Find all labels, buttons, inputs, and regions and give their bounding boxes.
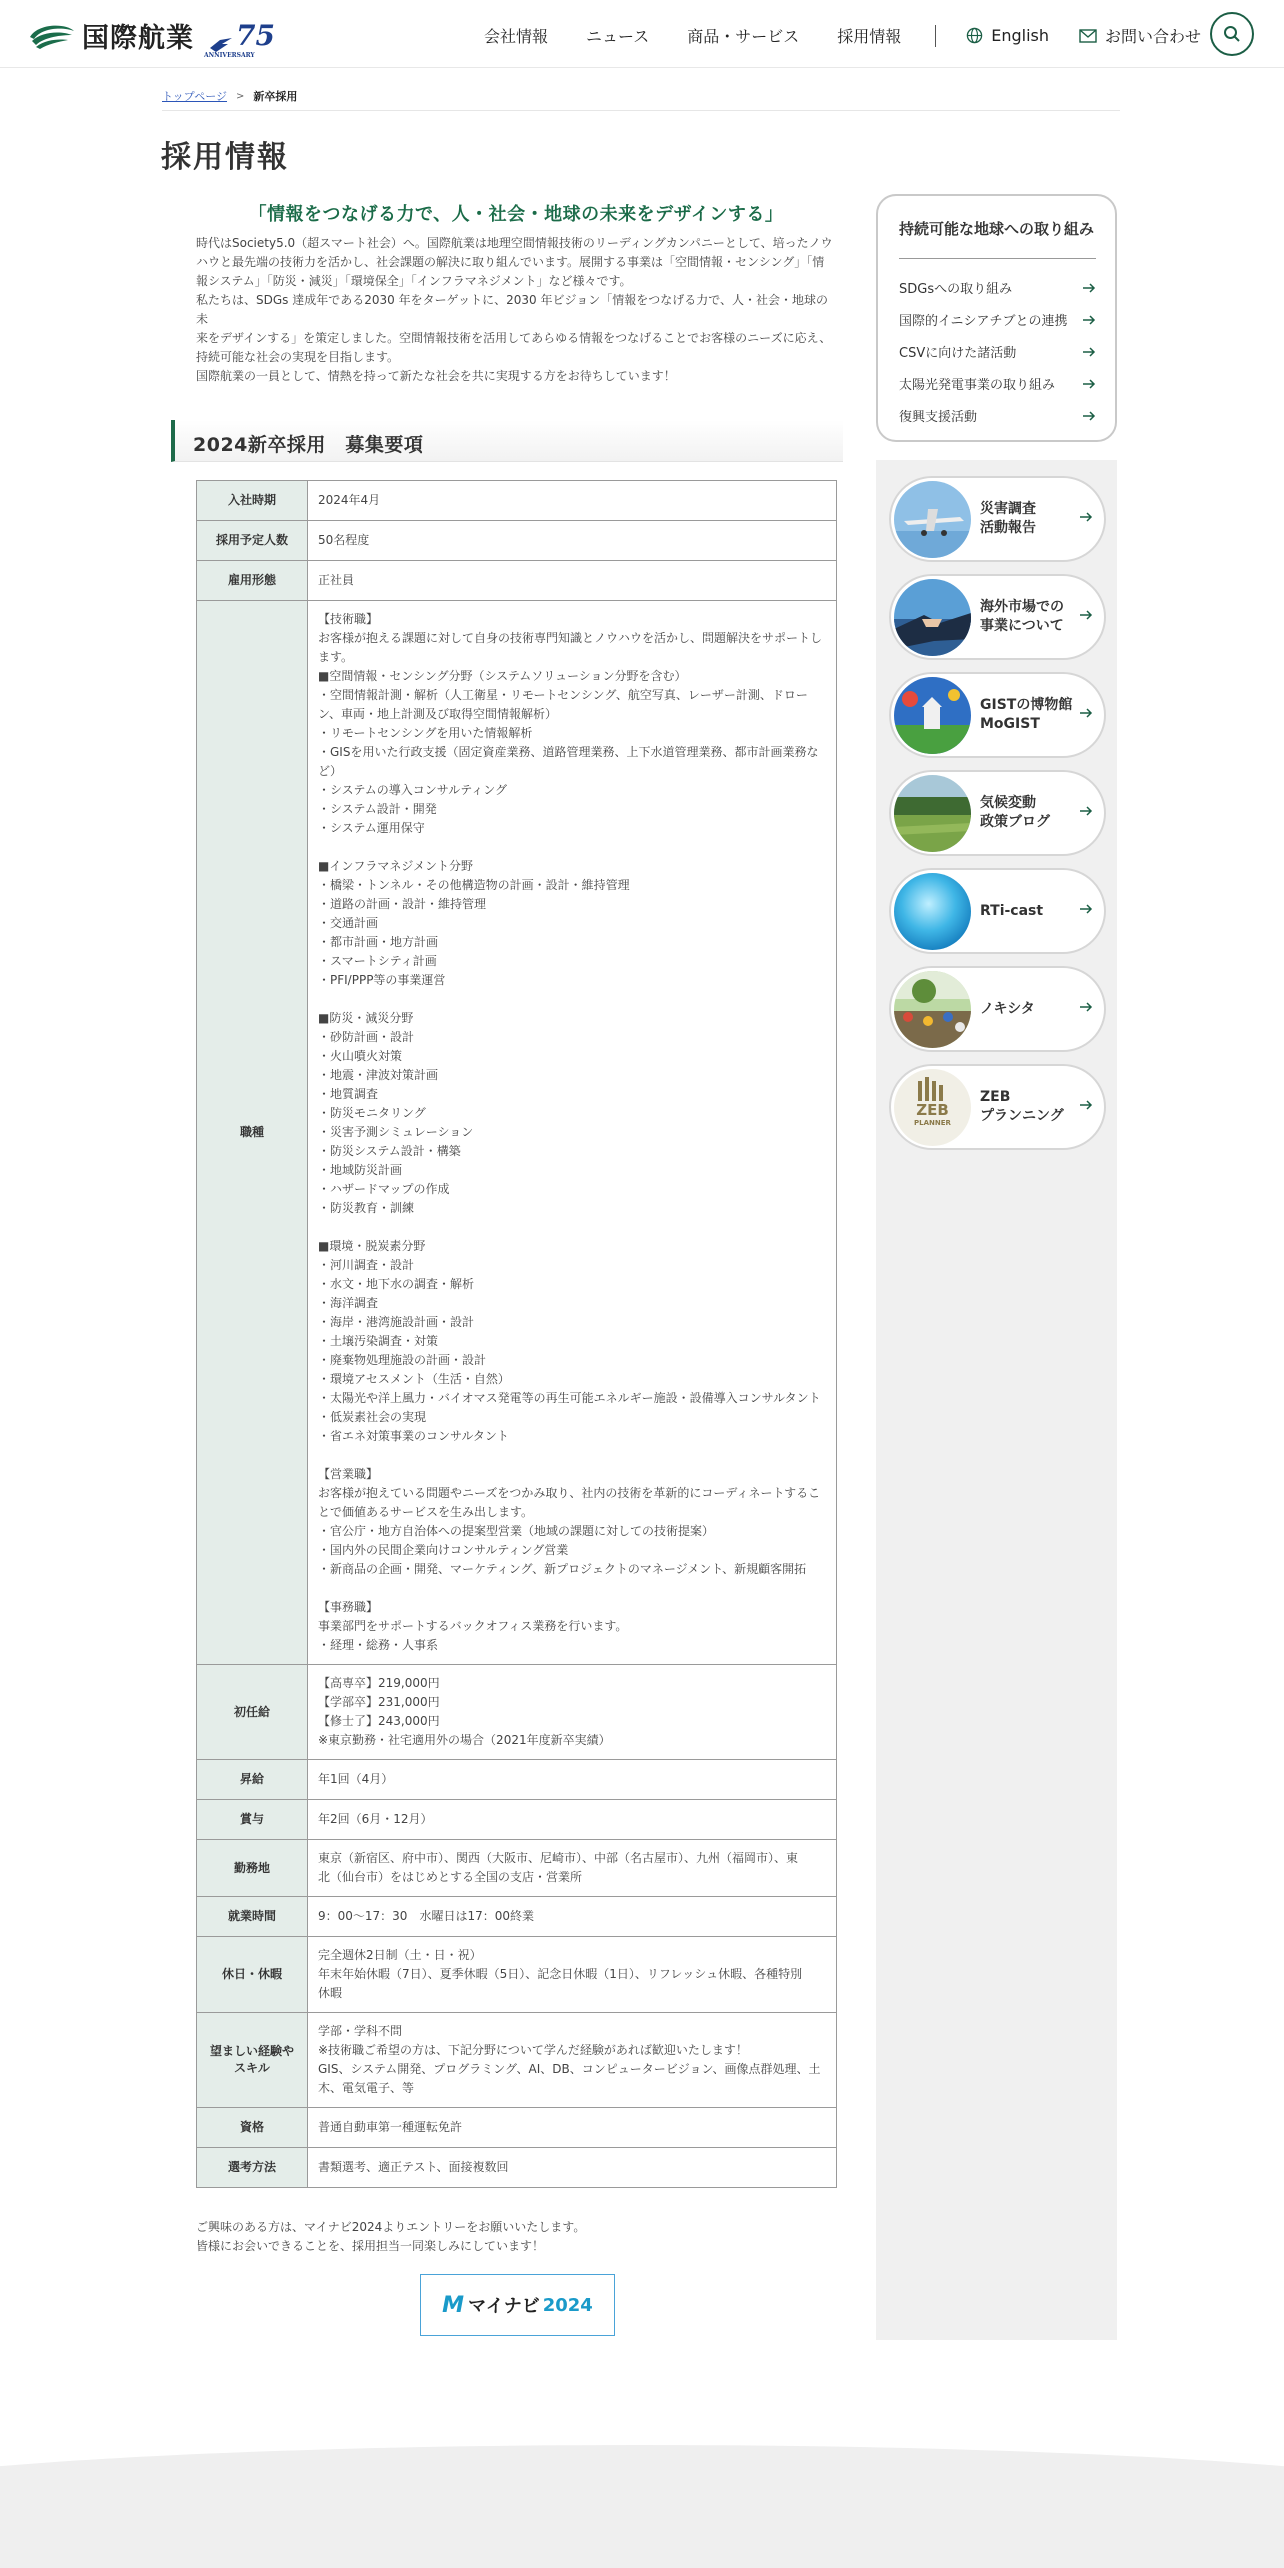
- card-museum[interactable]: [889, 672, 1106, 758]
- globe-icon: [966, 27, 983, 44]
- row-value: 普通自動車第一種運転免許: [308, 2108, 837, 2148]
- mynavi-banner[interactable]: [420, 2274, 615, 2336]
- sdg-link-label: CSVに向けた諸活動: [899, 346, 1017, 361]
- table-row: [197, 1760, 837, 1800]
- section-heading: [171, 420, 843, 462]
- card-label: GISTの博物館 MoGIST: [980, 697, 1073, 732]
- row-value: 東京（新宿区、府中市）、関西（大阪市、尼崎市）、中部（名古屋市）、九州（福岡市）、東 北（仙台市）をはじめとする全国の支店・営業所: [308, 1840, 837, 1897]
- sdg-link-label: SDGsへの取り組み: [899, 282, 1013, 297]
- breadcrumb-divider: [162, 110, 1120, 111]
- mail-icon: [1079, 29, 1097, 43]
- sdg-link[interactable]: [899, 406, 1096, 425]
- card-label: ノキシタ: [980, 1000, 1035, 1017]
- anniversary-sub: ANNIVERSARY: [204, 52, 255, 59]
- water-photo-icon: [894, 873, 971, 950]
- mynavi-text: マイナビ: [468, 2296, 540, 2317]
- row-label: 採用予定人数: [197, 521, 308, 561]
- table-row: [197, 521, 837, 561]
- section-heading-text: 2024新卒採用 募集要項: [193, 434, 424, 456]
- row-label: 就業時間: [197, 1897, 308, 1937]
- airplane-photo-icon: [894, 481, 971, 558]
- arrow-right-icon: [1082, 379, 1096, 389]
- card-zeb-planning[interactable]: [889, 1064, 1106, 1150]
- table-row: [197, 561, 837, 601]
- anniversary-number: 75: [236, 19, 275, 52]
- handshake-photo-icon: [894, 579, 971, 656]
- sdg-link[interactable]: [899, 342, 1096, 361]
- row-label: 賞与: [197, 1800, 308, 1840]
- crowd-photo-icon: [894, 971, 971, 1048]
- row-value: 完全週休2日制（土・日・祝） 年末年始休暇（7日）、夏季休暇（5日）、記念日休暇（1日）、リフレッシュ休暇、各種特別 休暇: [308, 1937, 837, 2013]
- row-label: 昇給: [197, 1760, 308, 1800]
- sdg-title: 持続可能な地球への取り組み: [899, 220, 1095, 238]
- contact-link[interactable]: [1079, 24, 1201, 47]
- main-content: [196, 200, 836, 386]
- card-label: 気候変動 政策ブログ: [980, 795, 1050, 830]
- page-title: 採用情報: [161, 140, 289, 175]
- anniversary-logo: [204, 19, 275, 59]
- card-label: ZEB プランニング: [980, 1089, 1064, 1124]
- outro-line: 皆様にお会いできることを、採用担当一同楽しみにしています！: [196, 2239, 545, 2253]
- sdg-link-label: 国際的イニシアチブとの連携: [899, 314, 1068, 329]
- sdg-link[interactable]: [899, 374, 1096, 393]
- sdg-links-box: [876, 194, 1117, 442]
- arrow-right-icon: [1082, 411, 1096, 421]
- row-value: 年2回（6月・12月）: [308, 1800, 837, 1840]
- nav-divider: [935, 25, 936, 47]
- intro-line: 来をデザインする」を策定しました。空間情報技術を活用してあらゆる情報をつなげることでお客様のニーズに応え、: [196, 331, 832, 345]
- row-value: 50名程度: [308, 521, 837, 561]
- sdg-link[interactable]: [899, 278, 1096, 297]
- company-name: 国際航業: [82, 23, 194, 54]
- table-row: [197, 2013, 837, 2108]
- card-nokishita[interactable]: [889, 966, 1106, 1052]
- footer-background: [0, 2445, 1284, 2568]
- intro-text: [196, 234, 836, 386]
- intro-line: 報システム」「防災・減災」「環境保全」「インフラマネジメント」など様々です。: [196, 274, 632, 288]
- row-value: 正社員: [308, 561, 837, 601]
- zeb-logo-text: ZEB: [916, 1101, 949, 1119]
- arrow-right-icon: [1082, 315, 1096, 325]
- row-value: 9：00～17：30 水曜日は17：00終業: [308, 1897, 837, 1937]
- english-label: English: [991, 26, 1050, 45]
- search-icon: [1223, 25, 1241, 43]
- intro-line: 私たちは、SDGs 達成年である2030 年をターゲットに、2030 年ビジョン「情報をつなげる力で、人・社会・地球の未: [196, 293, 828, 326]
- arrow-right-icon: [1079, 1099, 1093, 1111]
- card-climate-blog[interactable]: [889, 770, 1106, 856]
- contact-label: お問い合わせ: [1105, 27, 1202, 46]
- arrow-right-icon: [1079, 707, 1093, 719]
- outro-text: [196, 2218, 585, 2256]
- intro-line: 国際航業の一員として、情熱を持って新たな社会を共に実現する方をお待ちしています！: [196, 369, 676, 383]
- arrow-right-icon: [1079, 903, 1093, 915]
- table-row: [197, 2148, 837, 2188]
- intro-line: ハウと最先端の技術力を活かし、社会課題の解決に取り組んでいます。展開する事業は「空間情報・センシング」「情: [196, 255, 825, 269]
- recruit-table: [196, 480, 837, 2188]
- table-row: [197, 2108, 837, 2148]
- card-overseas[interactable]: [889, 574, 1106, 660]
- intro-line: 時代はSociety5.0（超スマート社会）へ。国際航業は地理空間情報技術のリーディングカンパニーとして、培ったノウ: [196, 236, 833, 250]
- arrow-right-icon: [1079, 511, 1093, 523]
- table-row: [197, 601, 837, 1665]
- card-rticast[interactable]: [889, 868, 1106, 954]
- main-nav: [484, 24, 1231, 47]
- nav-news[interactable]: ニュース: [586, 27, 650, 46]
- arrow-right-icon: [1082, 347, 1096, 357]
- row-label: 初任給: [197, 1665, 308, 1760]
- row-value: 書類選考、適正テスト、面接複数回: [308, 2148, 837, 2188]
- arrow-right-icon: [1079, 1001, 1093, 1013]
- catch-copy: 「情報をつなげる力で、人・社会・地球の未来をデザインする」: [248, 204, 784, 225]
- anniversary-swoosh-icon: [208, 28, 234, 48]
- row-label: 勤務地: [197, 1840, 308, 1897]
- row-value: 2024年4月: [308, 481, 837, 521]
- museum-photo-icon: [894, 677, 971, 754]
- sdg-link-label: 太陽光発電事業の取り組み: [899, 378, 1056, 393]
- arrow-right-icon: [1082, 283, 1096, 293]
- breadcrumb-home[interactable]: トップページ: [162, 90, 228, 103]
- row-label: 職種: [197, 601, 308, 1665]
- sdg-link[interactable]: [899, 310, 1096, 329]
- breadcrumb-current: 新卒採用: [253, 90, 298, 103]
- sdg-link-label: 復興支援活動: [899, 410, 978, 425]
- row-label: 望ましい経験や スキル: [197, 2013, 308, 2108]
- mynavi-mark-icon: M: [442, 2292, 465, 2318]
- row-value: 【高専卒】219,000円 【学部卒】231,000円 【修士了】243,000円 ※東京勤務・社宅適用外の場合（2021年度新卒実績）: [308, 1665, 837, 1760]
- row-label: 雇用形態: [197, 561, 308, 601]
- table-row: [197, 1665, 837, 1760]
- intro-line: 持続可能な社会の実現を目指します。: [196, 350, 400, 364]
- card-label: 災害調査 活動報告: [980, 501, 1036, 536]
- arrow-right-icon: [1079, 609, 1093, 621]
- site-header: [0, 0, 1284, 68]
- table-row: [197, 1840, 837, 1897]
- row-value: 年1回（4月）: [308, 1760, 837, 1800]
- card-label: RTi-cast: [980, 902, 1044, 919]
- search-button[interactable]: [1210, 12, 1254, 56]
- zeb-logo-icon: [894, 1069, 971, 1146]
- breadcrumb: [162, 88, 297, 104]
- row-label: 入社時期: [197, 481, 308, 521]
- sdg-divider: [899, 258, 1096, 259]
- table-row: [197, 1937, 837, 2013]
- english-link[interactable]: [966, 26, 1049, 45]
- row-value: 学部・学科不問 ※技術職ご希望の方は、下記分野について学んだ経験があれば歓迎いたします！ GIS、システム開発、プログラミング、AI、DB、コンピュータービジョン、画像点群処理、土 木、電気電子、等: [308, 2013, 837, 2108]
- mynavi-year: 2024: [542, 2294, 593, 2316]
- logo-mark-icon: [28, 21, 76, 51]
- company-logo[interactable]: [28, 16, 275, 59]
- row-value: 【技術職】 お客様が抱える課題に対して自身の技術専門知識とノウハウを活かし、問題解決をサポートし ます。 ■空間情報・センシング分野（システムソリューション分野を含む） ・空間情報計測・解析（人工衛星・リモートセンシング、航空写真、レーザー計測、ドローン、車両・地上計測及び取得空間情報解析） ・リモートセンシングを用いた情報解析 ・GISを用いた行政支援（固定資産業務、道路管理業務、上下水道管理業務、都市計画業務など） ・システムの導入コンサルティング ・システム設計・開発 ・システム運用保守 ■インフラマネジメント分野 ・橋梁・トンネル・その他構造物の計画・設計・維持管理 ・道路の計画・設計・維持管理 ・交通計画 ・都市計画・地方計画 ・スマートシティ計画 ・PFI/PPP等の事業運営 ■防災・減災分野 ・砂防計画・設計 ・火山噴火対策 ・地震・津波対策計画 ・地質調査 ・防災モニタリング ・災害予測シミュレーション ・防災システム設計・構築 ・地域防災計画 ・ハザードマップの作成 ・防災教育・訓練 ■環境・脱炭素分野 ・河川調査・設計 ・水文・地下水の調査・解析 ・海洋調査 ・海岸・港湾施設計画・設計 ・土壌汚染調査・対策 ・廃棄物処理施設の計画・設計 ・環境アセスメント（生活・自然） ・太陽光や洋上風力・バイオマス発電等の再生可能エネルギー施設・設備導入コンサルタント ・低炭素社会の実現 ・省エネ対策事業のコンサルタント 【営業職】 お客様が抱えている問題やニーズをつかみ取り、社内の技術を革新的にコーディネートするこ とで価値あるサービスを生み出します。 ・官公庁・地方自治体への提案型営業（地域の課題に対しての技術提案） ・国内外の民間企業向けコンサルティング営業 ・新商品の企画・開発、マーケティング、新プロジェクトのマネージメント、新規顧客開拓 【事務職】 事業部門をサポートするバックオフィス業務を行います。 ・経理・総務・人事系: [308, 601, 837, 1665]
- field-photo-icon: [894, 775, 971, 852]
- breadcrumb-separator: >: [236, 90, 245, 102]
- row-label: 選考方法: [197, 2148, 308, 2188]
- card-label: 海外市場での 事業について: [980, 599, 1064, 634]
- nav-products[interactable]: 商品・サービス: [687, 27, 800, 46]
- table-row: [197, 481, 837, 521]
- table-row: [197, 1800, 837, 1840]
- nav-recruit[interactable]: 採用情報: [837, 27, 902, 46]
- outro-line: ご興味のある方は、マイナビ2024よりエントリーをお願いいたします。: [196, 2220, 586, 2234]
- row-label: 休日・休暇: [197, 1937, 308, 2013]
- row-label: 資格: [197, 2108, 308, 2148]
- card-disaster-report[interactable]: [889, 476, 1106, 562]
- arrow-right-icon: [1079, 805, 1093, 817]
- table-row: [197, 1897, 837, 1937]
- zeb-logo-sub: PLANNER: [914, 1119, 951, 1127]
- nav-company[interactable]: 会社情報: [484, 27, 549, 46]
